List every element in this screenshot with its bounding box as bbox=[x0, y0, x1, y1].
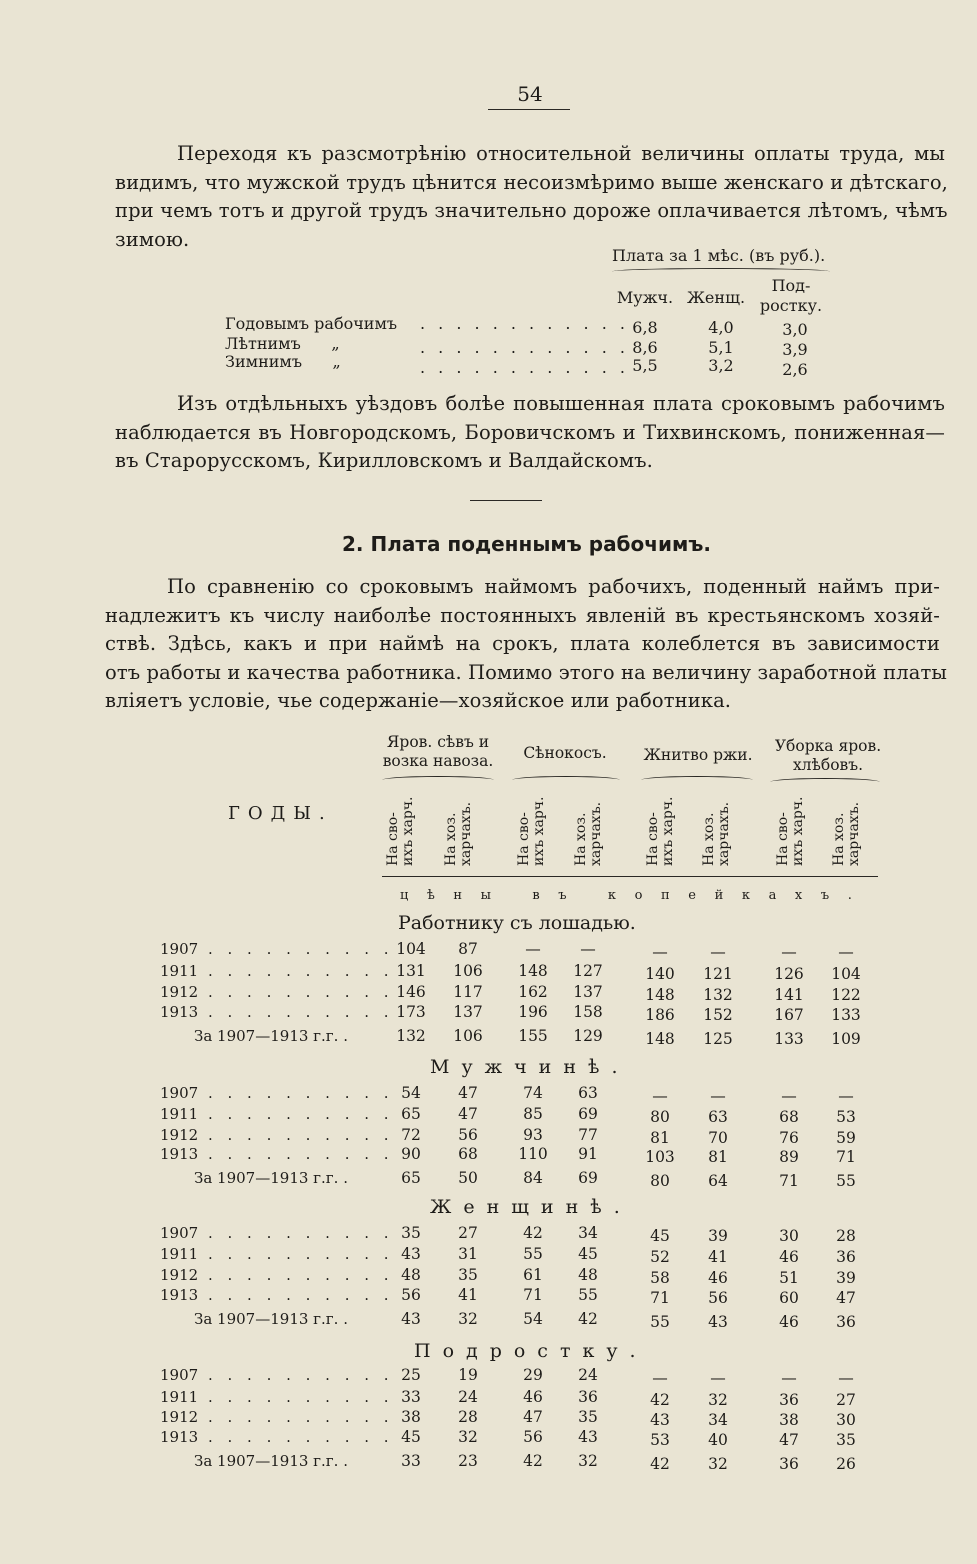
section-title: Женщинѣ. bbox=[430, 1196, 632, 1218]
table-cell: 47 bbox=[779, 1431, 799, 1449]
total-cell: 65 bbox=[401, 1169, 421, 1187]
year-label: 1913 . . . . . . . . . . bbox=[160, 1286, 394, 1304]
table-cell: 30 bbox=[836, 1411, 856, 1429]
table-cell: 32 bbox=[458, 1428, 478, 1446]
table-cell: 106 bbox=[453, 962, 483, 980]
leader-dots: . . . . . . . . . . bbox=[198, 1084, 394, 1102]
total-cell: 23 bbox=[458, 1452, 478, 1470]
table-cell: 186 bbox=[645, 1006, 675, 1024]
table-cell: 140 bbox=[645, 965, 675, 983]
subcol-host-food: На хоз. харчахъ. bbox=[443, 801, 474, 866]
table-cell: — bbox=[710, 1087, 726, 1105]
table-cell: 31 bbox=[458, 1245, 478, 1263]
table-cell: 103 bbox=[645, 1148, 675, 1166]
year-label: 1907 . . . . . . . . . . bbox=[160, 1084, 394, 1102]
table-cell: 81 bbox=[650, 1129, 670, 1147]
table-cell: 38 bbox=[401, 1408, 421, 1426]
table-cell: — bbox=[652, 943, 668, 961]
table-cell: 93 bbox=[523, 1126, 543, 1144]
table-cell: 19 bbox=[458, 1366, 478, 1384]
table-cell: 42 bbox=[650, 1391, 670, 1409]
table-cell: 34 bbox=[578, 1224, 598, 1242]
total-cell: 46 bbox=[779, 1313, 799, 1331]
table-cell: 45 bbox=[401, 1428, 421, 1446]
total-label: За 1907—1913 г.г. . bbox=[194, 1169, 348, 1187]
intro-line-4: зимою. bbox=[115, 227, 190, 251]
total-cell: 43 bbox=[401, 1310, 421, 1328]
table-cell: 48 bbox=[578, 1266, 598, 1284]
table-cell: 71 bbox=[523, 1286, 543, 1304]
pay-row-label-annual: Годовымъ рабочимъ bbox=[225, 314, 398, 333]
table-cell: 77 bbox=[578, 1126, 598, 1144]
table-cell: — bbox=[838, 1087, 854, 1105]
total-label: За 1907—1913 г.г. . bbox=[194, 1452, 348, 1470]
page-number-rule bbox=[488, 109, 570, 110]
pay-cell: 6,8 bbox=[632, 318, 658, 337]
table-cell: 27 bbox=[458, 1224, 478, 1242]
pay-col-men: Мужч. bbox=[616, 288, 674, 307]
table-cell: 65 bbox=[401, 1105, 421, 1123]
total-cell: 64 bbox=[708, 1172, 728, 1190]
table-cell: — bbox=[781, 943, 797, 961]
table-cell: 61 bbox=[523, 1266, 543, 1284]
table-cell: 85 bbox=[523, 1105, 543, 1123]
table-cell: 24 bbox=[578, 1366, 598, 1384]
table-cell: 110 bbox=[518, 1145, 548, 1163]
table-cell: 74 bbox=[523, 1084, 543, 1102]
page-number: 54 bbox=[517, 82, 543, 106]
total-cell: 42 bbox=[523, 1452, 543, 1470]
group-brace bbox=[382, 776, 494, 784]
section-title: Мужчинѣ. bbox=[430, 1056, 630, 1078]
table-cell: 35 bbox=[458, 1266, 478, 1284]
table-cell: 53 bbox=[650, 1431, 670, 1449]
table-cell: 162 bbox=[518, 983, 548, 1001]
total-cell: 106 bbox=[453, 1027, 483, 1045]
year-label: 1907 . . . . . . . . . . bbox=[160, 940, 394, 958]
table-cell: 28 bbox=[458, 1408, 478, 1426]
table-cell: 69 bbox=[578, 1105, 598, 1123]
total-cell: 32 bbox=[458, 1310, 478, 1328]
table-cell: 89 bbox=[779, 1148, 799, 1166]
table-cell: 47 bbox=[836, 1289, 856, 1307]
section-title: Работнику съ лошадью. bbox=[398, 912, 636, 934]
pay-cell: 3,2 bbox=[708, 356, 734, 375]
leader-dots: . . . . . . . . . . bbox=[198, 1145, 394, 1163]
total-cell: 36 bbox=[779, 1455, 799, 1473]
table-cell: 141 bbox=[774, 986, 804, 1004]
total-cell: 33 bbox=[401, 1452, 421, 1470]
table-cell: 56 bbox=[708, 1289, 728, 1307]
pay-cell: 5,5 bbox=[632, 356, 658, 375]
year-label: 1913 . . . . . . . . . . bbox=[160, 1003, 394, 1021]
table-cell: 55 bbox=[578, 1286, 598, 1304]
table-cell: 24 bbox=[458, 1388, 478, 1406]
leader-dots: . . . . . . . . . . bbox=[198, 1105, 394, 1123]
table-cell: 58 bbox=[650, 1269, 670, 1287]
daily-line-1: По сравненію со сроковымъ наймомъ рабочихъ, поденный наймъ при- bbox=[167, 575, 940, 598]
table-cell: 133 bbox=[831, 1006, 861, 1024]
pay-table-heading: Плата за 1 мѣс. (въ руб.). bbox=[612, 246, 826, 265]
section-title: Подростку. bbox=[414, 1340, 648, 1362]
year-label: 1912 . . . . . . . . . . bbox=[160, 1126, 394, 1144]
table-cell: 46 bbox=[708, 1269, 728, 1287]
pay-row-dots-summer: . . . . . . . . . . . . bbox=[420, 338, 629, 357]
subcol-own-food: На сво- ихъ харч. bbox=[385, 796, 416, 866]
table-cell: 35 bbox=[836, 1431, 856, 1449]
districts-paragraph bbox=[115, 390, 945, 476]
table-cell: — bbox=[652, 1369, 668, 1387]
intro-line-1: Переходя къ разсмотрѣнію относительной величины оплаты труда, мы bbox=[177, 142, 945, 165]
table-cell: 41 bbox=[708, 1248, 728, 1266]
subcol-own-food: На сво- ихъ харч. bbox=[645, 796, 676, 866]
year-label: 1913 . . . . . . . . . . bbox=[160, 1145, 394, 1163]
table-cell: 131 bbox=[396, 962, 426, 980]
years-header: ГОДЫ. bbox=[228, 803, 333, 824]
table-cell: 56 bbox=[458, 1126, 478, 1144]
table-cell: 56 bbox=[523, 1428, 543, 1446]
group-head-spring-grain: Уборка яров. хлѣбовъ. bbox=[774, 737, 882, 774]
table-cell: 148 bbox=[645, 986, 675, 1004]
daily-line-2: надлежитъ къ числу наиболѣе постоянныхъ явленій въ крестьянскомъ хозяй- bbox=[105, 603, 940, 627]
total-cell: 148 bbox=[645, 1030, 675, 1048]
table-cell: 56 bbox=[401, 1286, 421, 1304]
table-cell: 91 bbox=[578, 1145, 598, 1163]
year-label: 1907 . . . . . . . . . . bbox=[160, 1224, 394, 1242]
pay-cell: 3,9 bbox=[782, 340, 808, 359]
table-cell: 47 bbox=[458, 1084, 478, 1102]
table-cell: 132 bbox=[703, 986, 733, 1004]
subcol-host-food: На хоз. харчахъ. bbox=[701, 801, 732, 866]
total-cell: 129 bbox=[573, 1027, 603, 1045]
total-label: За 1907—1913 г.г. . bbox=[194, 1310, 348, 1328]
subcol-own-food: На сво- ихъ харч. bbox=[775, 796, 806, 866]
leader-dots: . . . . . . . . . . bbox=[198, 1428, 394, 1446]
table-cell: 32 bbox=[708, 1391, 728, 1409]
districts-line-1: Изъ отдѣльныхъ уѣздовъ болѣе повышенная плата сроковымъ рабочимъ bbox=[177, 392, 945, 415]
leader-dots: . . . . . . . . . . bbox=[198, 983, 394, 1001]
table-cell: 137 bbox=[573, 983, 603, 1001]
daily-line-3: ствѣ. Здѣсь, какъ и при наймѣ на срокъ, плата колеблется въ зависимости bbox=[105, 632, 940, 655]
table-cell: 51 bbox=[779, 1269, 799, 1287]
total-cell: 71 bbox=[779, 1172, 799, 1190]
table-cell: 173 bbox=[396, 1003, 426, 1021]
pay-cell: 4,0 bbox=[708, 318, 734, 337]
year-label: 1911 . . . . . . . . . . bbox=[160, 1245, 394, 1263]
leader-dots: . . . . . . . . . . bbox=[198, 1266, 394, 1284]
table-cell: — bbox=[781, 1369, 797, 1387]
table-cell: 36 bbox=[578, 1388, 598, 1406]
pay-col-youth: Под- ростку. bbox=[759, 276, 823, 315]
table-cell: 47 bbox=[523, 1408, 543, 1426]
table-cell: 81 bbox=[708, 1148, 728, 1166]
table-cell: 43 bbox=[578, 1428, 598, 1446]
pay-cell: 2,6 bbox=[782, 360, 808, 379]
intro-paragraph bbox=[115, 140, 948, 254]
total-cell: 69 bbox=[578, 1169, 598, 1187]
table-cell: 87 bbox=[458, 940, 478, 958]
table-cell: 48 bbox=[401, 1266, 421, 1284]
subcol-own-food: На сво- ихъ харч. bbox=[516, 796, 547, 866]
table-cell: 43 bbox=[650, 1411, 670, 1429]
table-cell: 52 bbox=[650, 1248, 670, 1266]
table-cell: 158 bbox=[573, 1003, 603, 1021]
table-cell: 36 bbox=[779, 1391, 799, 1409]
subcol-host-food: На хоз. харчахъ. bbox=[573, 801, 604, 866]
pay-table-brace bbox=[612, 268, 830, 275]
table-cell: — bbox=[525, 940, 541, 958]
leader-dots: . . . . . . . . . . bbox=[198, 962, 394, 980]
group-brace bbox=[770, 778, 880, 786]
table-cell: 63 bbox=[708, 1108, 728, 1126]
daily-line-5: вліяетъ условіе, чье содержаніе—хозяйское или работника. bbox=[105, 689, 732, 712]
table-cell: 70 bbox=[708, 1129, 728, 1147]
table-cell: 34 bbox=[708, 1411, 728, 1429]
table-cell: 53 bbox=[836, 1108, 856, 1126]
total-cell: 32 bbox=[578, 1452, 598, 1470]
total-cell: 125 bbox=[703, 1030, 733, 1048]
leader-dots: . . . . . . . . . . bbox=[198, 1286, 394, 1304]
leader-dots: . . . . . . . . . . bbox=[198, 1003, 394, 1021]
intro-line-3: при чемъ тотъ и другой трудъ значительно дороже оплачивается лѣтомъ, чѣмъ bbox=[115, 199, 948, 222]
table-cell: 46 bbox=[523, 1388, 543, 1406]
table-cell: — bbox=[580, 940, 596, 958]
table-cell: 45 bbox=[578, 1245, 598, 1263]
table-cell: 127 bbox=[573, 962, 603, 980]
total-cell: 54 bbox=[523, 1310, 543, 1328]
table-cell: 63 bbox=[578, 1084, 598, 1102]
leader-dots: . . . . . . . . . . bbox=[198, 1366, 394, 1384]
total-cell: 50 bbox=[458, 1169, 478, 1187]
intro-line-2: видимъ, что мужской трудъ цѣнится несоизмѣримо выше женскаго и дѣтскаго, bbox=[115, 170, 948, 194]
table-cell: 39 bbox=[708, 1227, 728, 1245]
total-cell: 133 bbox=[774, 1030, 804, 1048]
table-cell: 55 bbox=[523, 1245, 543, 1263]
table-cell: — bbox=[710, 943, 726, 961]
leader-dots: . . . . . . . . . . bbox=[198, 1224, 394, 1242]
pay-row-label-summer: Лѣтнимъ „ bbox=[225, 334, 340, 353]
total-cell: 84 bbox=[523, 1169, 543, 1187]
header-rule bbox=[382, 876, 878, 877]
table-cell: 122 bbox=[831, 986, 861, 1004]
section-heading: 2. Плата поденнымъ рабочимъ. bbox=[342, 532, 711, 556]
total-cell: 132 bbox=[396, 1027, 426, 1045]
table-cell: 47 bbox=[458, 1105, 478, 1123]
table-cell: 104 bbox=[396, 940, 426, 958]
table-cell: 104 bbox=[831, 965, 861, 983]
table-cell: 39 bbox=[836, 1269, 856, 1287]
pay-row-label-winter: Зимнимъ „ bbox=[225, 352, 341, 371]
table-cell: 117 bbox=[453, 983, 483, 1001]
table-cell: 68 bbox=[458, 1145, 478, 1163]
subcol-host-food: На хоз. харчахъ. bbox=[831, 801, 862, 866]
table-cell: 30 bbox=[779, 1227, 799, 1245]
table-cell: — bbox=[710, 1369, 726, 1387]
total-label: За 1907—1913 г.г. . bbox=[194, 1027, 348, 1045]
table-cell: 36 bbox=[836, 1248, 856, 1266]
table-cell: 38 bbox=[779, 1411, 799, 1429]
table-cell: 54 bbox=[401, 1084, 421, 1102]
year-label: 1911 . . . . . . . . . . bbox=[160, 962, 394, 980]
table-cell: 137 bbox=[453, 1003, 483, 1021]
table-cell: 126 bbox=[774, 965, 804, 983]
total-cell: 55 bbox=[650, 1313, 670, 1331]
table-cell: 76 bbox=[779, 1129, 799, 1147]
year-label: 1912 . . . . . . . . . . bbox=[160, 983, 394, 1001]
section-separator bbox=[470, 500, 542, 501]
group-brace bbox=[512, 776, 620, 784]
table-cell: 42 bbox=[523, 1224, 543, 1242]
total-cell: 155 bbox=[518, 1027, 548, 1045]
group-head-rye-harvest: Жнитво ржи. bbox=[643, 746, 753, 764]
table-cell: 60 bbox=[779, 1289, 799, 1307]
group-brace bbox=[641, 776, 753, 784]
table-cell: 80 bbox=[650, 1108, 670, 1126]
total-cell: 32 bbox=[708, 1455, 728, 1473]
table-cell: 28 bbox=[836, 1227, 856, 1245]
table-cell: 25 bbox=[401, 1366, 421, 1384]
leader-dots: . . . . . . . . . . bbox=[198, 1408, 394, 1426]
table-cell: 29 bbox=[523, 1366, 543, 1384]
table-cell: 71 bbox=[836, 1148, 856, 1166]
leader-dots: . . . . . . . . . . bbox=[198, 940, 394, 958]
group-head-haymaking: Сѣнокосъ. bbox=[523, 744, 607, 762]
table-cell: 90 bbox=[401, 1145, 421, 1163]
districts-line-2: наблюдается въ Новгородскомъ, Боровичскомъ и Тихвинскомъ, пониженная— bbox=[115, 420, 945, 444]
year-label: 1907 . . . . . . . . . . bbox=[160, 1366, 394, 1384]
year-label: 1912 . . . . . . . . . . bbox=[160, 1266, 394, 1284]
prices-caption: цѣны въ копейкахъ. bbox=[400, 888, 871, 903]
leader-dots: . . . . . . . . . . bbox=[198, 1245, 394, 1263]
table-cell: 72 bbox=[401, 1126, 421, 1144]
table-cell: 148 bbox=[518, 962, 548, 980]
table-cell: 71 bbox=[650, 1289, 670, 1307]
table-cell: 43 bbox=[401, 1245, 421, 1263]
table-cell: 40 bbox=[708, 1431, 728, 1449]
table-cell: — bbox=[652, 1087, 668, 1105]
pay-row-dots-annual: . . . . . . . . . . . . bbox=[420, 314, 629, 333]
table-cell: 41 bbox=[458, 1286, 478, 1304]
table-cell: 196 bbox=[518, 1003, 548, 1021]
total-cell: 80 bbox=[650, 1172, 670, 1190]
table-cell: 146 bbox=[396, 983, 426, 1001]
table-cell: 35 bbox=[578, 1408, 598, 1426]
total-cell: 42 bbox=[650, 1455, 670, 1473]
table-cell: — bbox=[781, 1087, 797, 1105]
table-cell: 152 bbox=[703, 1006, 733, 1024]
total-cell: 42 bbox=[578, 1310, 598, 1328]
table-cell: 167 bbox=[774, 1006, 804, 1024]
year-label: 1912 . . . . . . . . . . bbox=[160, 1408, 394, 1426]
table-cell: 45 bbox=[650, 1227, 670, 1245]
table-cell: 35 bbox=[401, 1224, 421, 1242]
total-cell: 109 bbox=[831, 1030, 861, 1048]
pay-cell: 3,0 bbox=[782, 320, 808, 339]
table-cell: 27 bbox=[836, 1391, 856, 1409]
leader-dots: . . . . . . . . . . bbox=[198, 1388, 394, 1406]
table-cell: 46 bbox=[779, 1248, 799, 1266]
daily-labour-paragraph bbox=[105, 573, 947, 716]
group-head-spring-sowing: Яров. сѣвъ и возка навоза. bbox=[382, 733, 494, 770]
table-cell: — bbox=[838, 1369, 854, 1387]
total-cell: 43 bbox=[708, 1313, 728, 1331]
year-label: 1913 . . . . . . . . . . bbox=[160, 1428, 394, 1446]
total-cell: 26 bbox=[836, 1455, 856, 1473]
pay-cell: 5,1 bbox=[708, 338, 734, 357]
daily-line-4: отъ работы и качества работника. Помимо этого на величину заработной платы bbox=[105, 660, 947, 684]
pay-cell: 8,6 bbox=[632, 338, 658, 357]
total-cell: 36 bbox=[836, 1313, 856, 1331]
table-cell: 68 bbox=[779, 1108, 799, 1126]
table-cell: — bbox=[838, 943, 854, 961]
table-cell: 33 bbox=[401, 1388, 421, 1406]
table-cell: 121 bbox=[703, 965, 733, 983]
year-label: 1911 . . . . . . . . . . bbox=[160, 1105, 394, 1123]
table-cell: 59 bbox=[836, 1129, 856, 1147]
pay-col-women: Женщ. bbox=[686, 288, 746, 307]
districts-line-3: въ Старорусскомъ, Кирилловскомъ и Валдайскомъ. bbox=[115, 449, 653, 472]
year-label: 1911 . . . . . . . . . . bbox=[160, 1388, 394, 1406]
pay-row-dots-winter: . . . . . . . . . . . . bbox=[420, 358, 629, 377]
leader-dots: . . . . . . . . . . bbox=[198, 1126, 394, 1144]
total-cell: 55 bbox=[836, 1172, 856, 1190]
